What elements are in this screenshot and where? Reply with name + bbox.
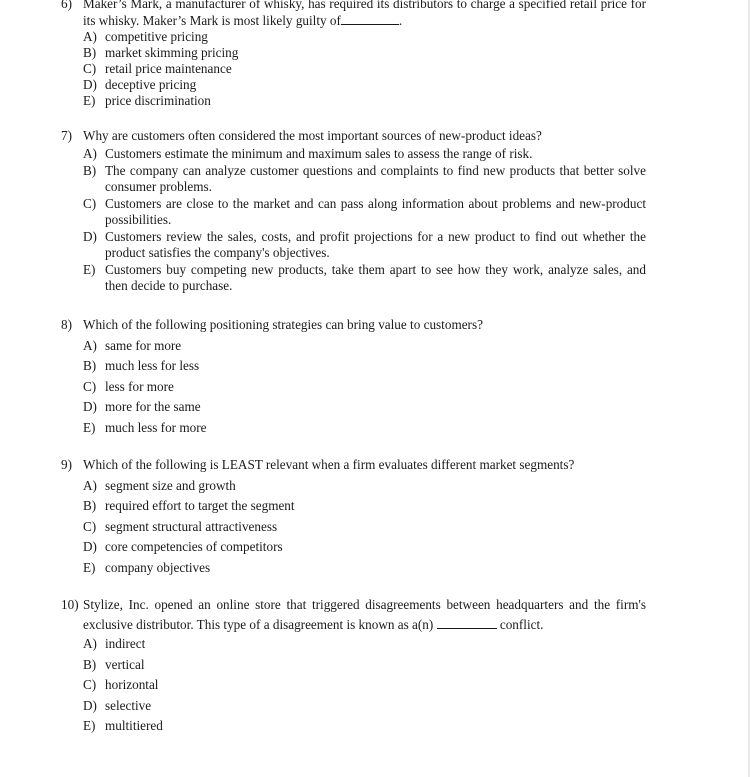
option-d[interactable]: D) more for the same (83, 399, 201, 414)
question-7 (61, 128, 646, 294)
question-10 (61, 597, 646, 734)
option-a[interactable]: A) competitive pricing (83, 29, 208, 44)
question-6 (61, 0, 646, 109)
question-number: 10) (61, 597, 79, 612)
option-list (83, 338, 646, 436)
option-c[interactable]: C) segment structural attractiveness (83, 518, 278, 534)
option-c[interactable]: C) horizontal (83, 677, 159, 692)
option-d[interactable]: D) deceptive pricing (83, 77, 197, 92)
option-c[interactable]: C) retail price maintenance (83, 61, 232, 76)
option-e[interactable]: E) much less for more (83, 419, 207, 435)
question-stem: Which of the following positioning strategies can bring value to customers? (83, 317, 483, 332)
question-stem: Which of the following is LEAST relevant when a firm evaluates different market segments? (83, 457, 575, 472)
question-number: 9) (61, 457, 72, 472)
option-a[interactable]: A) indirect (83, 636, 146, 651)
option-list (83, 636, 646, 734)
option-list (83, 29, 646, 109)
answer-blank (437, 616, 497, 629)
option-a[interactable]: A) same for more (83, 337, 182, 353)
option-d[interactable]: D) core competencies of competitors (83, 539, 283, 554)
option-e[interactable]: E) multitiered (83, 718, 163, 733)
option-c[interactable]: C) Customers are close to the market and can pass along information about problems and new-product possibilities. (83, 196, 646, 227)
question-stem: Stylize, Inc. opened an online store that triggered disagreements between headquarters and the firm's exclusive distributor. This type of a disagreement is known as a(n) conflict. (83, 597, 646, 632)
option-a[interactable]: A) segment size and growth (83, 477, 236, 493)
option-d[interactable]: D) selective (83, 697, 152, 713)
option-b[interactable]: B) The company can analyze customer questions and complaints to find new products that better solve consumer problems. (83, 163, 646, 194)
option-e[interactable]: E) company objectives (83, 559, 211, 575)
option-b[interactable]: B) vertical (83, 656, 145, 672)
option-b[interactable]: B) much less for less (83, 358, 200, 373)
option-list (83, 146, 646, 294)
question-number: 6) (61, 0, 72, 11)
option-e[interactable]: E) Customers buy competing new products, take them apart to see how they work, analyze sales, and then decide to purchase. (83, 262, 646, 293)
option-e[interactable]: E) price discrimination (83, 93, 211, 108)
question-number: 7) (61, 128, 72, 143)
question-number: 8) (61, 317, 72, 332)
question-8 (61, 317, 646, 436)
option-b[interactable]: B) market skimming pricing (83, 45, 239, 60)
option-d[interactable]: D) Customers review the sales, costs, and profit projections for a new product to find out whether the product satisfies the company's objectives. (83, 229, 646, 260)
question-stem: Maker’s Mark, a manufacturer of whisky, has required its distributors to charge a specified retail price for its whisky. Maker’s Mark is most likely guilty of . (83, 0, 646, 28)
option-list (83, 478, 646, 576)
option-b[interactable]: B) required effort to target the segment (83, 498, 295, 513)
answer-blank (341, 12, 399, 25)
option-a[interactable]: A) Customers estimate the minimum and maximum sales to assess the range of risk. (83, 146, 533, 161)
question-9 (61, 457, 646, 576)
question-stem: Why are customers often considered the most important sources of new-product ideas? (83, 128, 542, 143)
option-c[interactable]: C) less for more (83, 378, 174, 394)
